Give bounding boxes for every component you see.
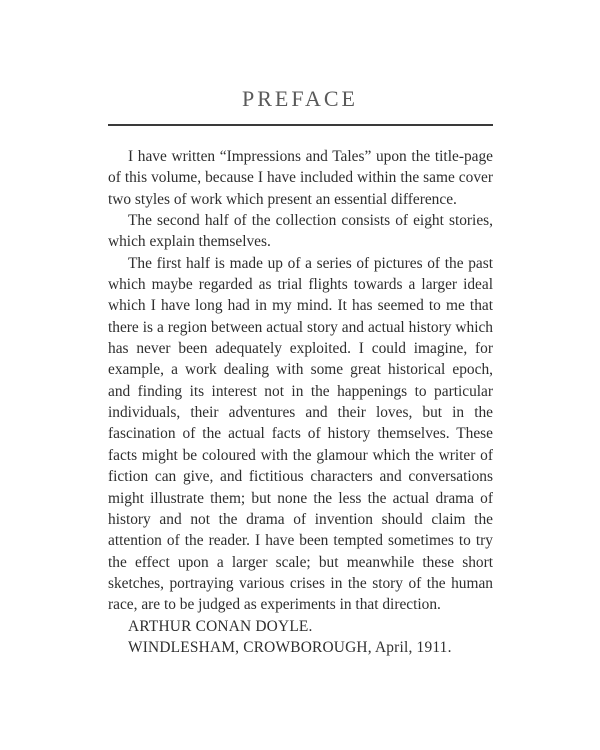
place-date-line: WINDLESHAM, CROWBOROUGH, April, 1911. — [128, 638, 452, 656]
preface-body — [108, 146, 493, 658]
title-rule — [108, 124, 493, 126]
page-title: PREFACE — [242, 86, 358, 111]
paragraph-3: The first half is made up of a series of pictures of the past which maybe regarded as trial flights towards a larger ideal which I have long had in my mind. It has seemed to me that there is a region between actual story and actual history which has never been adequately exploited. I could imagine, for example, a work dealing with some great historical epoch, and finding its interest not in the happenings to particular individuals, their adventures and their loves, but in the fascination of the actual facts of history themselves. These facts might be coloured with the glamour which the writer of fiction can give, and fictitious characters and conversations might illustrate them; but none the less the actual drama of history and not the drama of invention should claim the attention of the reader. I have been tempted sometimes to try the effect upon a larger scale; but meanwhile these short sketches, portraying various crises in the story of the human race, are to be judged as experiments in that direction. — [108, 254, 493, 614]
paragraph-1: I have written “Impressions and Tales” upon the title-page of this volume, because I have included within the same cover two styles of work which present an essential difference. — [108, 148, 493, 208]
paragraph-2: The second half of the collection consists of eight stories, which explain themselves. — [108, 212, 493, 251]
author-signature: ARTHUR CONAN DOYLE. — [128, 617, 313, 635]
